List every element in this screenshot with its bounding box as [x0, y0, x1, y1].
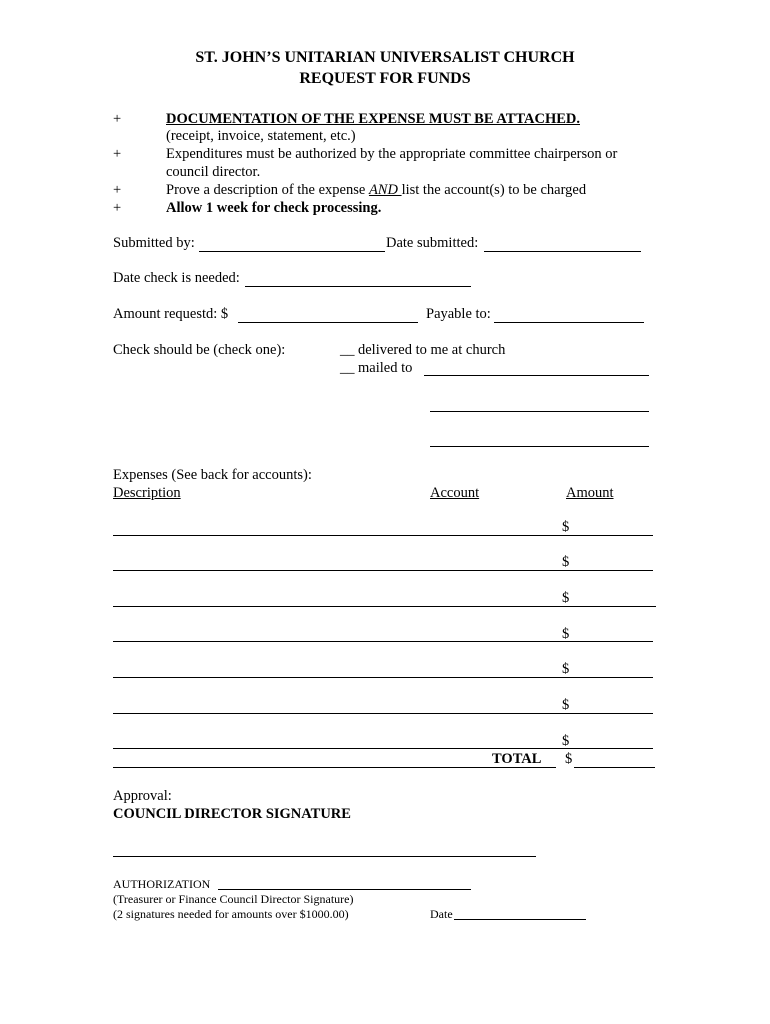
form-title-line2: REQUEST FOR FUNDS — [299, 70, 471, 87]
instruction-description-emphasis: AND — [368, 182, 402, 198]
row-currency-symbol: $ — [562, 697, 570, 713]
approval-label: Approval: — [113, 788, 172, 804]
expense-amount-field[interactable] — [556, 606, 656, 607]
expense-amount-field[interactable] — [556, 535, 653, 536]
expense-description-account-field[interactable] — [113, 713, 556, 714]
authorization-label: AUTHORIZATION — [113, 877, 211, 891]
date-submitted-label: Date submitted: — [386, 235, 479, 251]
council-director-signature-label: COUNCIL DIRECTOR SIGNATURE — [113, 806, 351, 822]
instruction-documentation-heading: DOCUMENTATION OF THE EXPENSE MUST BE ATTACHED. — [166, 111, 580, 127]
option-mailed-label: mailed to — [358, 360, 413, 376]
mailing-address-field-line2[interactable] — [430, 411, 649, 412]
total-row-line — [113, 767, 556, 768]
expense-description-account-field[interactable] — [113, 570, 556, 571]
instruction-processing-time: Allow 1 week for check processing. — [166, 200, 382, 216]
row-currency-symbol: $ — [562, 626, 570, 642]
bullet-marker: + — [113, 146, 122, 162]
column-header-description: Description — [113, 485, 181, 501]
expense-description-account-field[interactable] — [113, 748, 556, 749]
expenses-section-label: Expenses (See back for accounts): — [113, 467, 312, 483]
bullet-marker: + — [113, 111, 122, 127]
expense-description-account-field[interactable] — [113, 641, 556, 642]
expense-amount-field[interactable] — [556, 677, 653, 678]
mailing-address-field-line3[interactable] — [430, 446, 649, 447]
authorization-signature-field[interactable] — [218, 889, 471, 890]
council-director-signature-field[interactable] — [113, 856, 536, 857]
expense-description-account-field[interactable] — [113, 606, 556, 607]
row-currency-symbol: $ — [562, 661, 570, 677]
amount-requested-field[interactable] — [238, 322, 418, 323]
instruction-documentation-sub: (receipt, invoice, statement, etc.) — [166, 128, 356, 144]
option-delivered-checkbox[interactable]: __ — [340, 342, 355, 358]
column-header-account: Account — [430, 485, 480, 501]
column-header-amount: Amount — [566, 485, 614, 501]
mailing-address-field-line1[interactable] — [424, 375, 649, 376]
row-currency-symbol: $ — [562, 519, 570, 535]
instruction-description — [166, 182, 586, 199]
instruction-authorization-line1: Expenditures must be authorized by the appropriate committee chairperson or — [166, 146, 618, 162]
expense-amount-field[interactable] — [556, 748, 653, 749]
amount-requested-label: Amount requestd: $ — [113, 306, 229, 322]
option-delivered-label: delivered to me at church — [358, 342, 506, 358]
row-currency-symbol: $ — [562, 733, 570, 749]
payable-to-field[interactable] — [494, 322, 644, 323]
form-title-line1: ST. JOHN’S UNITARIAN UNIVERSALIST CHURCH — [195, 49, 575, 66]
row-currency-symbol: $ — [562, 554, 570, 570]
expense-amount-field[interactable] — [556, 641, 653, 642]
instruction-description-pre: Prove a description of the expense — [166, 182, 369, 198]
expense-description-account-field[interactable] — [113, 535, 556, 536]
submitted-by-label: Submitted by: — [113, 235, 195, 251]
authorization-date-label: Date — [430, 907, 453, 921]
authorization-note-signer: (Treasurer or Finance Council Director Signature) — [113, 892, 354, 906]
authorization-date-field[interactable] — [454, 919, 586, 920]
bullet-marker: + — [113, 200, 122, 216]
total-currency-symbol: $ — [565, 751, 573, 767]
date-submitted-field[interactable] — [484, 251, 641, 252]
check-delivery-label: Check should be (check one): — [113, 342, 286, 358]
expense-amount-field[interactable] — [556, 570, 653, 571]
option-mailed-checkbox[interactable]: __ — [340, 360, 355, 376]
expense-amount-field[interactable] — [556, 713, 653, 714]
row-currency-symbol: $ — [562, 590, 570, 606]
bullet-marker: + — [113, 182, 122, 198]
total-label: TOTAL — [492, 751, 542, 767]
expense-description-account-field[interactable] — [113, 677, 556, 678]
date-check-needed-field[interactable] — [245, 286, 471, 287]
authorization-note-threshold: (2 signatures needed for amounts over $1000.00) — [113, 907, 349, 921]
instruction-authorization-line2: council director. — [166, 164, 261, 180]
submitted-by-field[interactable] — [199, 251, 385, 252]
payable-to-label: Payable to: — [426, 306, 491, 322]
total-amount-field[interactable] — [574, 767, 655, 768]
instruction-description-post: list the account(s) to be charged — [401, 182, 587, 198]
date-check-needed-label: Date check is needed: — [113, 270, 240, 286]
